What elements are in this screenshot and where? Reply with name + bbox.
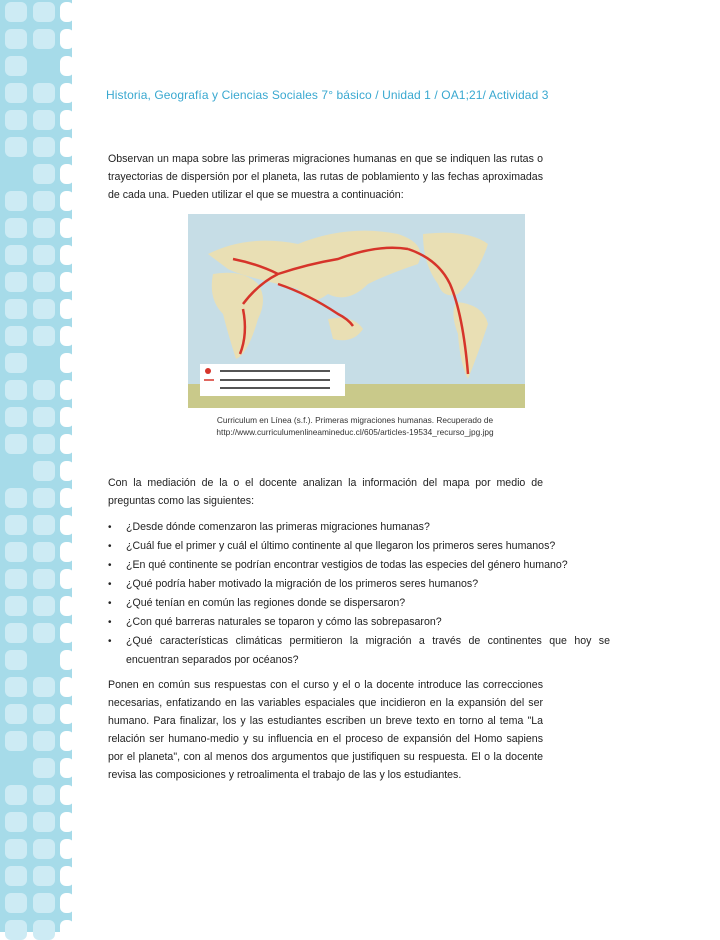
decorative-square xyxy=(5,731,27,751)
decorative-square xyxy=(5,191,27,211)
decorative-square xyxy=(5,920,27,940)
decorative-square xyxy=(33,29,55,49)
decorative-square xyxy=(5,353,27,373)
question-text: ¿Qué tenían en común las regiones donde se dispersaron? xyxy=(126,597,406,609)
decorative-square xyxy=(5,569,27,589)
decorative-square xyxy=(60,434,74,454)
decorative-square xyxy=(5,326,27,346)
decorative-square xyxy=(60,326,74,346)
closing-paragraph: Ponen en común sus respuestas con el curso y el o la docente introduce las correcciones necesarias, enfatizando en las variables espaciales que incidieron en la expansión del ser humano. Para finalizar, los y las estudiantes escriben un breve texto en torno al tema "La relación ser humano-medio y su influencia en el proceso de expansión del Homo sapiens por el planeta", con al menos dos argumentos que justifiquen su respuesta. El o la docente revisa las composiciones y retroalimenta el trabajo de las y los estudiantes. xyxy=(108,679,543,781)
decorative-square xyxy=(5,704,27,724)
legend-origin-icon xyxy=(205,368,211,374)
decorative-square xyxy=(33,920,55,940)
decorative-square xyxy=(60,920,74,940)
decorative-square xyxy=(33,893,55,913)
decorative-square xyxy=(33,407,55,427)
decorative-square xyxy=(60,893,74,913)
decorative-square xyxy=(60,191,74,211)
decorative-square xyxy=(33,299,55,319)
decorative-square xyxy=(5,218,27,238)
decorative-square xyxy=(60,758,74,778)
decorative-square xyxy=(33,812,55,832)
decorative-square xyxy=(60,461,74,481)
decorative-square xyxy=(5,272,27,292)
decorative-square xyxy=(5,515,27,535)
decorative-square xyxy=(33,110,55,130)
decorative-square xyxy=(5,677,27,697)
decorative-square xyxy=(60,353,74,373)
caption-source-link: http://www.curriculumenlineamineduc.cl/605/articles-19534_recurso_jpg.jpg xyxy=(216,427,494,437)
decorative-square xyxy=(5,2,27,22)
decorative-square xyxy=(33,461,55,481)
list-item xyxy=(108,518,610,537)
decorative-square xyxy=(60,569,74,589)
question-text: ¿Desde dónde comenzaron las primeras migraciones humanas? xyxy=(126,521,430,533)
decorative-square xyxy=(33,677,55,697)
decorative-square xyxy=(60,650,74,670)
decorative-square xyxy=(60,299,74,319)
question-text: ¿En qué continente se podrían encontrar vestigios de todas las especies del género humano? xyxy=(126,559,568,571)
decorative-square xyxy=(33,137,55,157)
decorative-square xyxy=(5,56,27,76)
mediation-paragraph: Con la mediación de la o el docente analizan la información del mapa por medio de preguntas como las siguientes: xyxy=(108,477,543,507)
decorative-square xyxy=(33,758,55,778)
list-item xyxy=(108,537,610,556)
decorative-square xyxy=(5,434,27,454)
decorative-square xyxy=(33,731,55,751)
decorative-square xyxy=(5,407,27,427)
decorative-square xyxy=(33,326,55,346)
decorative-square xyxy=(33,866,55,886)
decorative-square xyxy=(33,2,55,22)
decorative-square xyxy=(5,785,27,805)
list-item xyxy=(108,556,610,575)
decorative-square xyxy=(60,137,74,157)
map-container xyxy=(188,214,525,408)
decorative-square xyxy=(60,245,74,265)
decorative-square xyxy=(33,380,55,400)
decorative-square xyxy=(5,29,27,49)
decorative-square xyxy=(33,542,55,562)
decorative-square xyxy=(33,245,55,265)
breadcrumb: Historia, Geografía y Ciencias Sociales 7° básico / Unidad 1 / OA1;21/ Actividad 3 xyxy=(106,88,549,102)
decorative-square xyxy=(5,542,27,562)
caption-line: Curriculum en Línea (s.f.). Primeras migraciones humanas. Recuperado de xyxy=(216,415,494,425)
bullet-icon: • xyxy=(108,579,112,590)
decorative-square xyxy=(5,596,27,616)
decorative-square xyxy=(60,380,74,400)
decorative-square xyxy=(33,839,55,859)
decorative-square xyxy=(33,191,55,211)
decorative-square xyxy=(33,569,55,589)
decorative-square xyxy=(5,812,27,832)
bullet-icon: • xyxy=(108,522,112,533)
list-item xyxy=(108,632,610,670)
decorative-square xyxy=(60,866,74,886)
decorative-square xyxy=(5,110,27,130)
decorative-square xyxy=(60,677,74,697)
decorative-square xyxy=(33,704,55,724)
map-caption xyxy=(150,414,560,438)
decorative-square xyxy=(5,137,27,157)
list-item xyxy=(108,594,610,613)
decorative-square xyxy=(60,218,74,238)
decorative-square xyxy=(60,488,74,508)
question-text: ¿Con qué barreras naturales se toparon y cómo las sobrepasaron? xyxy=(126,616,442,628)
decorative-square xyxy=(60,596,74,616)
decorative-square xyxy=(60,29,74,49)
migration-map xyxy=(188,214,525,408)
decorative-square xyxy=(60,110,74,130)
decorative-square xyxy=(5,245,27,265)
decorative-square xyxy=(60,839,74,859)
question-text: ¿Qué características climáticas permitieron la migración a través de continentes que hoy se encuentran separados por océanos? xyxy=(126,635,610,666)
decorative-square xyxy=(33,434,55,454)
bullet-icon: • xyxy=(108,560,112,571)
bullet-icon: • xyxy=(108,598,112,609)
decorative-square xyxy=(60,731,74,751)
decorative-square xyxy=(33,623,55,643)
question-text: ¿Cuál fue el primer y cuál el último continente al que llegaron los primeros seres humanos? xyxy=(126,540,556,552)
decorative-square xyxy=(60,2,74,22)
decorative-square xyxy=(60,164,74,184)
decorative-square xyxy=(60,785,74,805)
bullet-icon: • xyxy=(108,617,112,628)
decorative-square xyxy=(5,623,27,643)
decorative-square xyxy=(33,164,55,184)
decorative-square xyxy=(60,56,74,76)
list-item xyxy=(108,613,610,632)
decorative-square xyxy=(33,785,55,805)
decorative-square xyxy=(60,542,74,562)
decorative-square xyxy=(33,83,55,103)
decorative-square xyxy=(60,83,74,103)
decorative-square xyxy=(5,866,27,886)
decorative-square xyxy=(5,650,27,670)
decorative-square xyxy=(5,299,27,319)
decorative-square xyxy=(5,380,27,400)
decorative-square xyxy=(5,893,27,913)
decorative-square xyxy=(5,488,27,508)
question-text: ¿Qué podría haber motivado la migración de los primeros seres humanos? xyxy=(126,578,479,590)
decorative-square xyxy=(60,407,74,427)
decorative-square xyxy=(5,839,27,859)
bullet-icon: • xyxy=(108,541,112,552)
decorative-square xyxy=(33,596,55,616)
content-column xyxy=(108,150,610,784)
decorative-square xyxy=(60,812,74,832)
question-list xyxy=(108,518,610,670)
decorative-square xyxy=(33,272,55,292)
decorative-square xyxy=(33,515,55,535)
decorative-square xyxy=(60,515,74,535)
decorative-square xyxy=(60,623,74,643)
decorative-square xyxy=(5,83,27,103)
decorative-square xyxy=(33,488,55,508)
decorative-square xyxy=(60,272,74,292)
list-item xyxy=(108,575,610,594)
decorative-square xyxy=(33,218,55,238)
bullet-icon: • xyxy=(108,636,112,647)
intro-paragraph: Observan un mapa sobre las primeras migraciones humanas en que se indiquen las rutas o trayectorias de dispersión por el planeta, las rutas de poblamiento y las fechas aproximadas de cada una. Pueden utilizar el que se muestra a continuación: xyxy=(108,153,543,201)
decorative-sidebar xyxy=(0,0,72,932)
decorative-square xyxy=(60,704,74,724)
